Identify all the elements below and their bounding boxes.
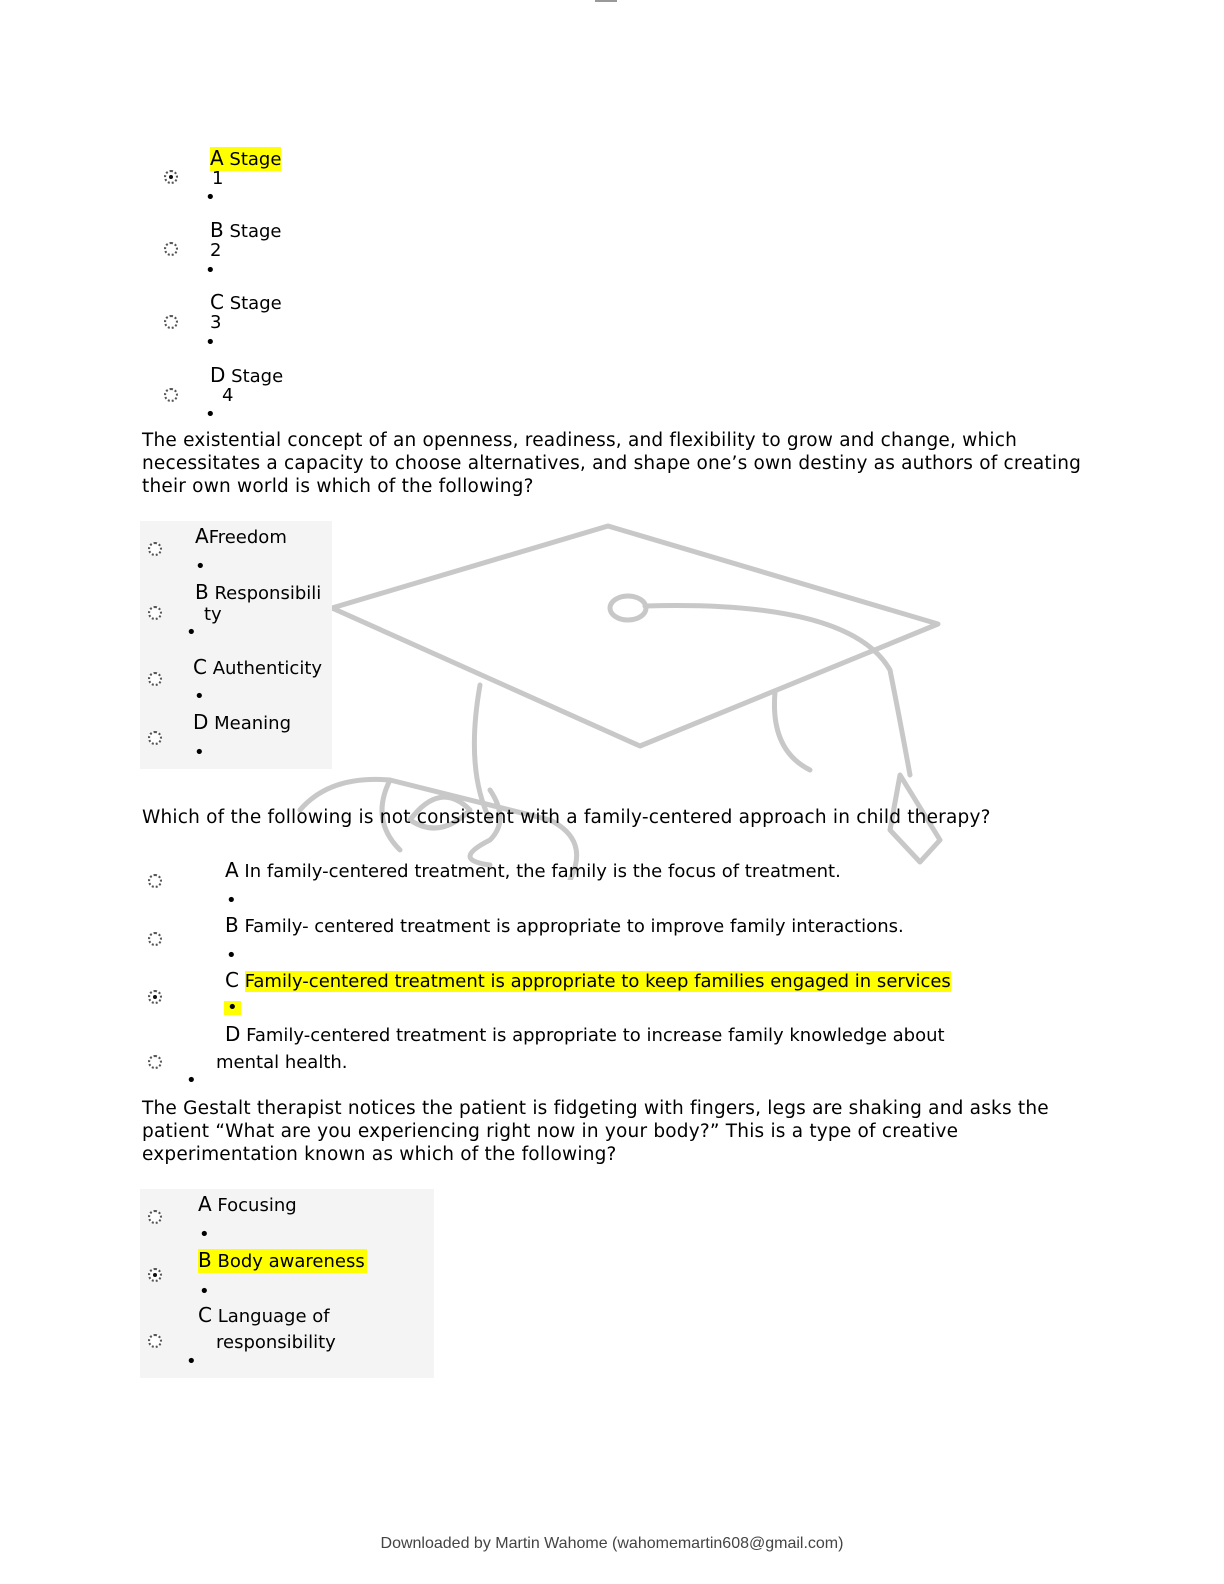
list-bullet: • <box>194 686 205 707</box>
list-bullet: • <box>205 332 216 353</box>
q3-option-a[interactable]: A Focusing <box>198 1192 297 1216</box>
list-bullet: • <box>199 1224 210 1245</box>
q0-option-d[interactable]: D Stage <box>210 363 284 387</box>
q2-option-b[interactable]: B Family- centered treatment is appropriate to improve family interactions. <box>225 913 904 937</box>
q1-option-b[interactable]: B Responsibili <box>195 580 322 604</box>
q0-option-b[interactable]: B Stage <box>210 218 282 242</box>
q0-option-a-num: 1 <box>212 168 224 189</box>
list-bullet: • <box>205 187 216 208</box>
q2-option-c[interactable]: C Family-centered treatment is appropriate to keep families engaged in services <box>225 968 951 992</box>
q2-radio-b[interactable] <box>148 932 162 946</box>
q0-option-b-num: 2 <box>210 240 222 261</box>
top-mark <box>595 0 617 2</box>
q3-radio-b[interactable] <box>148 1268 162 1282</box>
q3-radio-a[interactable] <box>148 1210 162 1224</box>
q1-option-c[interactable]: C Authenticity <box>193 655 323 679</box>
q1-option-a[interactable]: AFreedom <box>195 524 287 548</box>
list-bullet: • <box>205 404 216 425</box>
q0-radio-d[interactable] <box>164 388 178 402</box>
q0-radio-a[interactable] <box>164 170 178 184</box>
q0-option-c-num: 3 <box>210 312 222 333</box>
q2-radio-c[interactable] <box>148 990 162 1004</box>
q1-radio-b[interactable] <box>148 606 162 620</box>
q1-question: The existential concept of an openness, readiness, and flexibility to grow and change, which necessitates a capacity to choose alternatives, and shape one’s own destiny as authors of creating their own world is which of the following? <box>142 430 1082 497</box>
list-bullet: • <box>194 742 205 763</box>
q3-radio-c[interactable] <box>148 1334 162 1348</box>
list-bullet: • <box>205 260 216 281</box>
q2-question: Which of the following is not consistent with a family-centered approach in child therapy? <box>142 807 991 828</box>
q1-radio-d[interactable] <box>148 731 162 745</box>
q0-radio-b[interactable] <box>164 242 178 256</box>
q2-radio-d[interactable] <box>148 1055 162 1069</box>
q0-option-c[interactable]: C Stage <box>210 290 282 314</box>
list-bullet: • <box>226 890 237 911</box>
list-bullet: • <box>195 556 206 577</box>
q1-radio-c[interactable] <box>148 672 162 686</box>
q1-radio-a[interactable] <box>148 542 162 556</box>
q3-option-b[interactable]: B Body awareness <box>198 1248 365 1272</box>
q0-option-d-num: 4 <box>222 385 234 406</box>
q2-option-a[interactable]: A In family-centered treatment, the family is the focus of treatment. <box>225 858 841 882</box>
q2-radio-a[interactable] <box>148 874 162 888</box>
q0-option-a[interactable]: A Stage <box>210 146 282 170</box>
q3-option-c-cont: responsibility <box>216 1332 336 1353</box>
q3-option-c[interactable]: C Language of <box>198 1303 330 1327</box>
q2-option-d-cont: mental health. <box>216 1052 348 1073</box>
list-bullet: • <box>186 1351 197 1372</box>
list-bullet: • <box>226 945 237 966</box>
list-bullet: • <box>224 1001 241 1015</box>
list-bullet: • <box>199 1281 210 1302</box>
list-bullet: • <box>186 622 197 643</box>
q2-option-d[interactable]: D Family-centered treatment is appropriate to increase family knowledge about <box>225 1022 945 1046</box>
list-bullet: • <box>186 1070 197 1091</box>
q3-question: The Gestalt therapist notices the patient is fidgeting with fingers, legs are shaking and asks the patient “What are you experiencing right now in your body?” This is a type of creative experimentation known as which of the following? <box>142 1098 1049 1165</box>
q1-option-b-cont: ty <box>204 604 222 625</box>
q0-radio-c[interactable] <box>164 315 178 329</box>
q1-option-d[interactable]: D Meaning <box>193 710 292 734</box>
download-footer: Downloaded by Martin Wahome (wahomemartin608@gmail.com) <box>380 1535 844 1552</box>
